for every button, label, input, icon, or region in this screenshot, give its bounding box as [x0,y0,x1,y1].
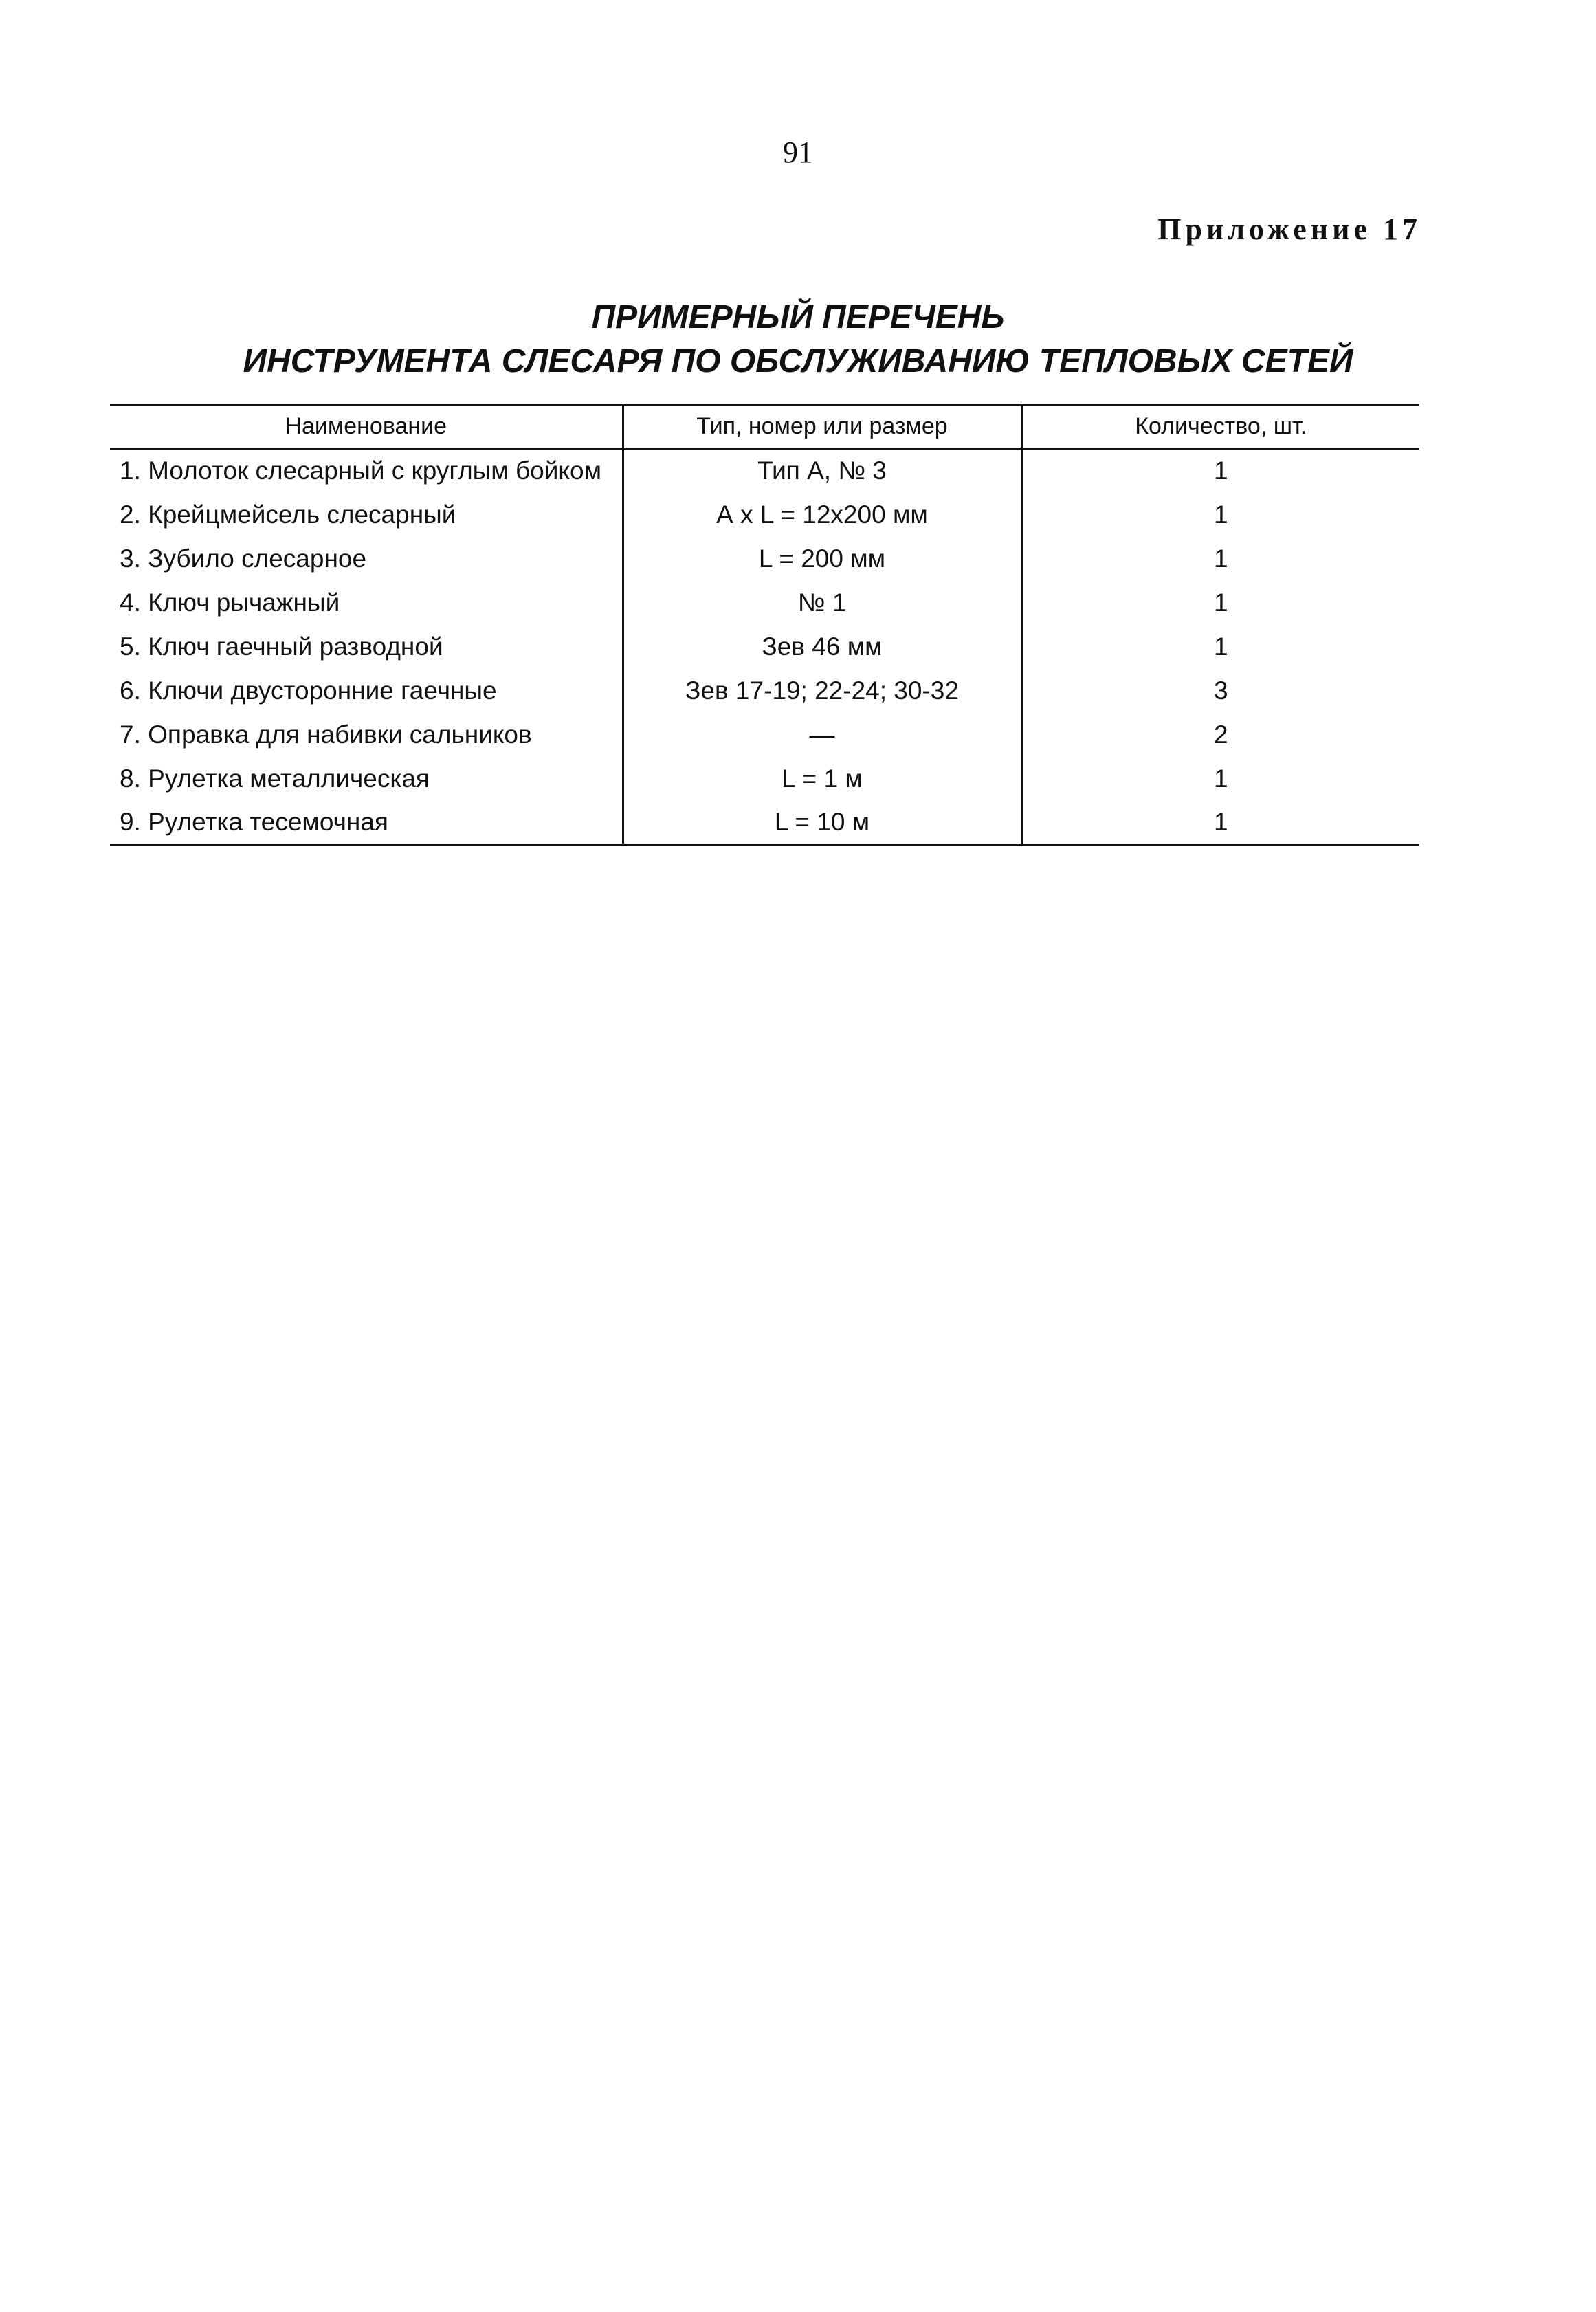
title-line-1: ПРИМЕРНЫЙ ПЕРЕЧЕНЬ [591,299,1005,335]
cell-qty: 1 [1021,581,1419,625]
cell-type: № 1 [623,581,1021,625]
cell-type: Зев 17-19; 22-24; 30-32 [623,669,1021,713]
cell-type: Тип А, № 3 [623,449,1021,493]
cell-type: — [623,713,1021,757]
cell-name: 9. Рулетка тесемочная [110,801,623,845]
cell-qty: 1 [1021,449,1419,493]
cell-qty: 1 [1021,757,1419,801]
table-row [110,669,1419,713]
cell-name: 8. Рулетка металлическая [120,764,430,793]
table-row [110,537,1419,581]
table-row [110,801,1419,845]
table-header-row [110,405,1419,449]
cell-type: А x L = 12x200 мм [623,493,1021,537]
appendix-label: Приложение 17 [1157,212,1421,246]
cell-name: 4. Ключ рычажный [120,588,340,617]
column-header-qty: Количество, шт. [1021,405,1419,449]
cell-name: 6. Ключи двусторонние гаечные [120,676,497,705]
cell-name: 3. Зубило слесарное [120,544,367,573]
cell-type: L = 10 м [623,801,1021,845]
cell-type: L = 200 мм [623,537,1021,581]
cell-type: Зев 46 мм [623,625,1021,669]
table-row [110,449,1419,493]
cell-qty: 1 [1021,625,1419,669]
cell-name: 5. Ключ гаечный разводной [120,632,443,661]
table-row [110,581,1419,625]
title-line-2: ИНСТРУМЕНТА СЛЕСАРЯ ПО ОБСЛУЖИВАНИЮ ТЕПЛОВЫХ СЕТЕЙ [243,343,1353,379]
table-row [110,713,1419,757]
page-number: 91 [783,135,813,169]
cell-qty: 2 [1021,713,1419,757]
cell-name: 2. Крейцмейсель слесарный [120,500,456,529]
cell-qty: 1 [1021,801,1419,845]
table-row [110,757,1419,801]
cell-type: L = 1 м [623,757,1021,801]
tools-table [110,404,1419,846]
cell-name: 7. Оправка для набивки сальников [120,720,532,749]
cell-name: 1. Молоток слесарный с круглым бойком [120,456,602,485]
column-header-type: Тип, номер или размер [623,405,1021,449]
table-row [110,625,1419,669]
cell-qty: 3 [1021,669,1419,713]
document-title [0,296,1596,384]
column-header-name: Наименование [110,405,623,449]
table-row [110,493,1419,537]
cell-qty: 1 [1021,537,1419,581]
cell-qty: 1 [1021,493,1419,537]
